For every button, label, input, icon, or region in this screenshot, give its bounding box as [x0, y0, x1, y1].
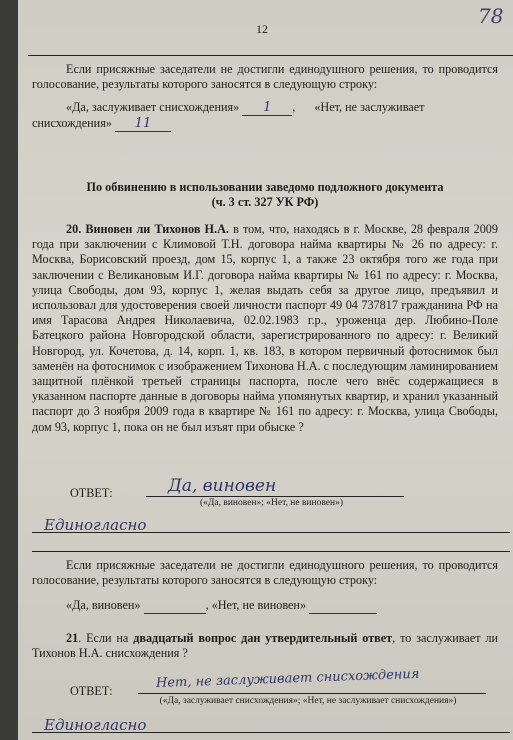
question-21-bold: двадцатый вопрос дан утвердительный ответ: [133, 631, 393, 645]
page-number: 12: [256, 22, 268, 36]
vote-line: «Да, виновен» , «Нет, не виновен»: [66, 598, 377, 614]
handwritten-page-mark: 78: [478, 4, 504, 28]
question-20-lead: 20. Виновен ли Тихонов Н.А.: [66, 222, 229, 236]
question-20-body: в том, что, находясь в г. Москве, 28 февраля 2009 года при заключении с Климовой Т.Н. договора найма квартиры № 26 по адресу: г. Москва, Борисовский проезд, дом 15, корпус 1, а также 23 октября того же года при заключении с Великановым И.Г. договора найма квартиры № 161 по адресу: г. Москва, улица Свободы, дом 93, корпус 1, желая выдать себя за другое лицо, предъявил и использовал для удостоверения своей личности паспорт 49 04 737817 гражданина РФ на имя Тарасова Андрея Николаевича, 02.02.1983 г.р., уроженца дер. Любино-Поле Батецкого района Новгородской области, зарегистрированного по адресу: г. Великий Новгород, ул. Кочетова, д. 14, корп. 1, кв. 183, в котором первичный фотоснимок был заменён на фотоснимок с изображением Тихонова Н.А. с последующим ламинированием защитной плёнкой третьей страницы паспорта, после чего внёс содержащиеся в указанном паспорте данные в договоры найма упомянутых квартир, и хранил указанный паспорт до 3 ноября 2009 года в квартире № 161 по адресу: г. Москва, улица Свободы, дом 93, корпус 1, пока он не был изъят при обыске ?: [32, 222, 498, 434]
answer-20-handwritten: Да, виновен: [168, 476, 277, 496]
answer-21-line: [138, 693, 486, 694]
answer-21-handwritten: Нет, не заслуживает снисхождения: [155, 666, 420, 691]
answer-20-label: ОТВЕТ:: [70, 486, 113, 500]
answer-20-note: Единогласно: [44, 516, 147, 534]
vote-paragraph: Если присяжные заседатели не достигли единодушного решения, то проводится голосование, результаты которого заносятся в следующую строку:: [32, 558, 498, 588]
answer-20-note-line: [32, 532, 510, 533]
section-heading: [32, 180, 498, 210]
top-vote-line-2: [32, 116, 171, 132]
question-20: [32, 222, 498, 435]
answer-21-hint: («Да, заслуживает снисхождения»; «Нет, не заслуживает снисхождения»): [159, 696, 457, 706]
top-vote-line: «Да, заслуживает снисхождения» 1 , «Нет, не заслуживает: [66, 100, 425, 115]
answer-20-line: [146, 496, 404, 497]
not-deserves-count: 11: [115, 116, 171, 132]
question-21-text-a: . Если на: [78, 631, 129, 645]
top-rule: [28, 55, 513, 56]
answer-21-note-line: [32, 732, 510, 733]
not-deserves-label-2: снисхождения»: [32, 116, 112, 130]
deserves-count: 1: [242, 100, 292, 116]
vote-no-label: «Нет, не виновен»: [211, 598, 307, 612]
vote-yes-blank: [144, 598, 206, 614]
vote-no-blank: [309, 598, 377, 614]
question-21: [32, 631, 498, 661]
deserves-label: «Да, заслуживает снисхождения»: [66, 100, 240, 114]
document-page: [18, 0, 513, 740]
answer-21-note: Единогласно: [44, 716, 147, 734]
answer-20-hint: («Да, виновен»; «Нет, не виновен»): [200, 498, 343, 508]
vote-yes-label: «Да, виновен»: [66, 598, 141, 612]
heading-line-1: По обвинению в использовании заведомо подложного документа: [86, 180, 444, 194]
top-vote-paragraph: Если присяжные заседатели не достигли единодушного решения, то проводится голосование, результаты которого заносятся в следующую строку:: [32, 62, 498, 92]
not-deserves-label: «Нет, не заслуживает: [314, 100, 425, 114]
answer-20-extra-line: [32, 551, 510, 552]
question-21-text-b: , то заслуживает ли Тихонов Н.А. снисхождения ?: [32, 631, 498, 661]
heading-line-2: (ч. 3 ст. 327 УК РФ): [211, 195, 319, 210]
question-21-num: 21: [66, 631, 79, 645]
answer-21-label: ОТВЕТ:: [70, 684, 113, 698]
